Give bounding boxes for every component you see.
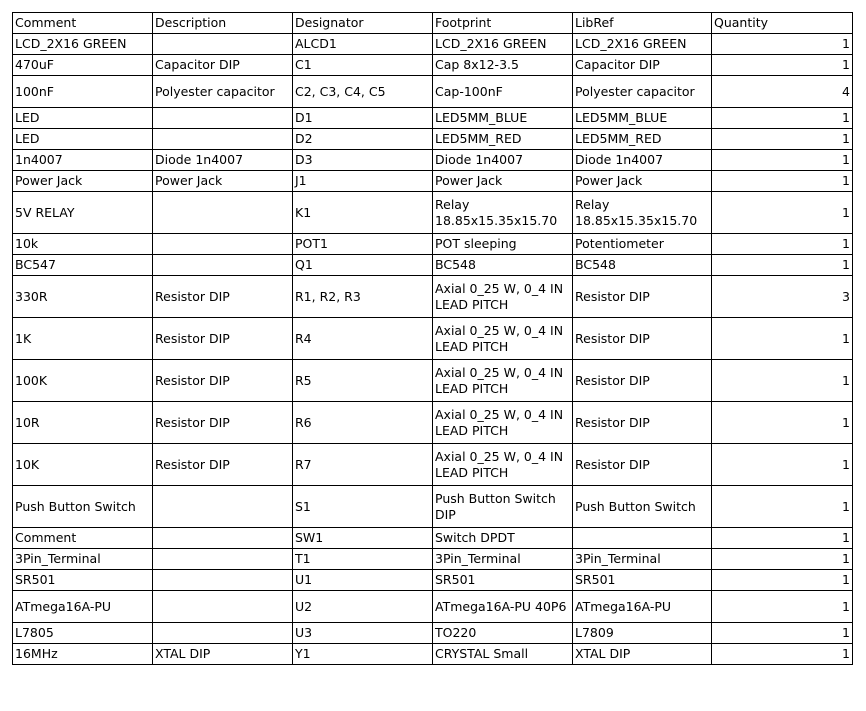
cell-libref: SR501 [573,570,712,591]
cell-comment: 100nF [13,76,153,108]
cell-footprint: Cap 8x12-3.5 [433,55,573,76]
cell-comment: LED [13,129,153,150]
cell-footprint: ATmega16A-PU 40P6 [433,591,573,623]
cell-comment: 10k [13,234,153,255]
table-row [13,549,853,570]
cell-description [153,192,293,234]
cell-footprint: LED5MM_RED [433,129,573,150]
cell-description: Power Jack [153,171,293,192]
cell-comment: Comment [13,528,153,549]
cell-quantity: 1 [712,171,853,192]
cell-comment: 10K [13,444,153,486]
cell-footprint: POT sleeping [433,234,573,255]
cell-designator: ALCD1 [293,34,433,55]
cell-quantity: 1 [712,402,853,444]
cell-designator: J1 [293,171,433,192]
cell-footprint: Relay 18.85x15.35x15.70 [433,192,573,234]
cell-comment: L7805 [13,623,153,644]
cell-quantity: 1 [712,486,853,528]
cell-footprint: TO220 [433,623,573,644]
table-row [13,55,853,76]
cell-footprint: Diode 1n4007 [433,150,573,171]
bom-body [13,34,853,665]
table-row [13,108,853,129]
cell-designator: U1 [293,570,433,591]
cell-quantity: 1 [712,528,853,549]
cell-comment: 100K [13,360,153,402]
cell-designator: U3 [293,623,433,644]
cell-designator: R7 [293,444,433,486]
cell-libref: Potentiometer [573,234,712,255]
cell-description [153,591,293,623]
table-row [13,360,853,402]
cell-libref [573,528,712,549]
cell-designator: C2, C3, C4, C5 [293,76,433,108]
cell-quantity: 1 [712,444,853,486]
table-row [13,644,853,665]
cell-footprint: Push Button Switch DIP [433,486,573,528]
cell-quantity: 1 [712,150,853,171]
header-description: Description [153,13,293,34]
cell-description [153,528,293,549]
cell-footprint: Power Jack [433,171,573,192]
table-row [13,129,853,150]
header-row [13,13,853,34]
cell-quantity: 1 [712,570,853,591]
cell-libref: Resistor DIP [573,360,712,402]
cell-libref: LED5MM_RED [573,129,712,150]
cell-footprint: CRYSTAL Small [433,644,573,665]
cell-quantity: 1 [712,549,853,570]
cell-designator: R4 [293,318,433,360]
cell-comment: 3Pin_Terminal [13,549,153,570]
cell-footprint: Axial 0_25 W, 0_4 IN LEAD PITCH [433,444,573,486]
cell-description: Resistor DIP [153,360,293,402]
cell-description: Capacitor DIP [153,55,293,76]
cell-comment: 330R [13,276,153,318]
cell-quantity: 1 [712,192,853,234]
cell-libref: Relay 18.85x15.35x15.70 [573,192,712,234]
cell-comment: 16MHz [13,644,153,665]
cell-designator: D3 [293,150,433,171]
table-row [13,192,853,234]
cell-libref: 3Pin_Terminal [573,549,712,570]
cell-description [153,129,293,150]
cell-designator: D1 [293,108,433,129]
cell-designator: SW1 [293,528,433,549]
cell-footprint: Switch DPDT [433,528,573,549]
header-designator: Designator [293,13,433,34]
cell-designator: T1 [293,549,433,570]
table-row [13,150,853,171]
cell-designator: R5 [293,360,433,402]
cell-designator: Y1 [293,644,433,665]
cell-footprint: Axial 0_25 W, 0_4 IN LEAD PITCH [433,276,573,318]
cell-quantity: 1 [712,55,853,76]
cell-libref: LED5MM_BLUE [573,108,712,129]
cell-quantity: 1 [712,255,853,276]
cell-comment: 5V RELAY [13,192,153,234]
cell-quantity: 1 [712,129,853,150]
cell-libref: XTAL DIP [573,644,712,665]
cell-quantity: 1 [712,108,853,129]
cell-designator: K1 [293,192,433,234]
cell-footprint: BC548 [433,255,573,276]
table-row [13,318,853,360]
cell-libref: ATmega16A-PU [573,591,712,623]
cell-libref: LCD_2X16 GREEN [573,34,712,55]
cell-comment: 1K [13,318,153,360]
table-row [13,402,853,444]
cell-libref: Polyester capacitor [573,76,712,108]
table-row [13,570,853,591]
cell-quantity: 1 [712,360,853,402]
cell-designator: R1, R2, R3 [293,276,433,318]
cell-description: XTAL DIP [153,644,293,665]
table-row [13,486,853,528]
cell-comment: Push Button Switch [13,486,153,528]
cell-quantity: 1 [712,623,853,644]
table-row [13,171,853,192]
cell-description [153,255,293,276]
cell-libref: Power Jack [573,171,712,192]
cell-description [153,34,293,55]
cell-comment: 10R [13,402,153,444]
cell-libref: Resistor DIP [573,276,712,318]
cell-comment: SR501 [13,570,153,591]
cell-designator: C1 [293,55,433,76]
header-footprint: Footprint [433,13,573,34]
cell-description [153,234,293,255]
cell-quantity: 3 [712,276,853,318]
cell-comment: LCD_2X16 GREEN [13,34,153,55]
table-row [13,444,853,486]
table-row [13,76,853,108]
cell-designator: U2 [293,591,433,623]
cell-comment: 470uF [13,55,153,76]
cell-libref: Diode 1n4007 [573,150,712,171]
bom-table [12,12,853,665]
cell-comment: BC547 [13,255,153,276]
cell-footprint: Cap-100nF [433,76,573,108]
cell-description: Resistor DIP [153,276,293,318]
cell-libref: BC548 [573,255,712,276]
table-row [13,234,853,255]
cell-libref: Capacitor DIP [573,55,712,76]
cell-designator: Q1 [293,255,433,276]
cell-description: Resistor DIP [153,402,293,444]
cell-description: Resistor DIP [153,444,293,486]
cell-designator: S1 [293,486,433,528]
cell-libref: Resistor DIP [573,444,712,486]
cell-quantity: 1 [712,318,853,360]
cell-description: Resistor DIP [153,318,293,360]
cell-description [153,549,293,570]
table-row [13,623,853,644]
cell-libref: L7809 [573,623,712,644]
cell-libref: Push Button Switch [573,486,712,528]
cell-quantity: 1 [712,234,853,255]
cell-libref: Resistor DIP [573,318,712,360]
cell-quantity: 4 [712,76,853,108]
table-row [13,34,853,55]
table-row [13,255,853,276]
cell-description: Polyester capacitor [153,76,293,108]
table-row [13,276,853,318]
header-comment: Comment [13,13,153,34]
cell-comment: Power Jack [13,171,153,192]
cell-description [153,570,293,591]
table-row [13,591,853,623]
cell-description [153,108,293,129]
table-row [13,528,853,549]
cell-designator: D2 [293,129,433,150]
cell-description: Diode 1n4007 [153,150,293,171]
cell-description [153,623,293,644]
cell-comment: ATmega16A-PU [13,591,153,623]
cell-footprint: 3Pin_Terminal [433,549,573,570]
cell-footprint: Axial 0_25 W, 0_4 IN LEAD PITCH [433,318,573,360]
cell-quantity: 1 [712,591,853,623]
cell-quantity: 1 [712,34,853,55]
header-libref: LibRef [573,13,712,34]
cell-footprint: LCD_2X16 GREEN [433,34,573,55]
cell-comment: LED [13,108,153,129]
cell-libref: Resistor DIP [573,402,712,444]
cell-designator: R6 [293,402,433,444]
cell-footprint: Axial 0_25 W, 0_4 IN LEAD PITCH [433,402,573,444]
cell-footprint: LED5MM_BLUE [433,108,573,129]
cell-footprint: SR501 [433,570,573,591]
cell-description [153,486,293,528]
cell-comment: 1n4007 [13,150,153,171]
header-quantity: Quantity [712,13,853,34]
cell-quantity: 1 [712,644,853,665]
cell-designator: POT1 [293,234,433,255]
cell-footprint: Axial 0_25 W, 0_4 IN LEAD PITCH [433,360,573,402]
